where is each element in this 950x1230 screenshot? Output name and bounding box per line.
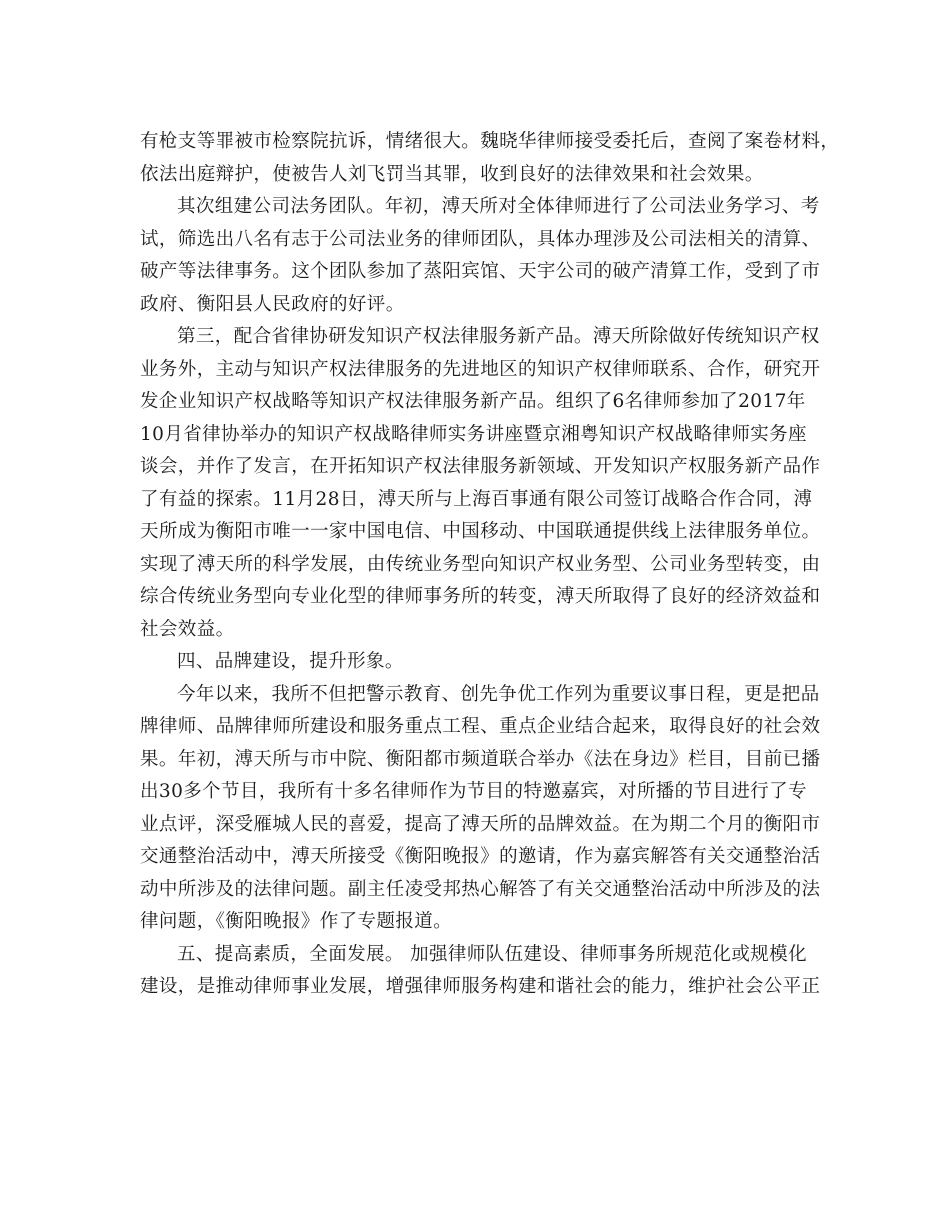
text-line: 有枪支等罪被市检察院抗诉，情绪很大。魏晓华律师接受委托后，查阅了案卷材料， bbox=[140, 131, 840, 152]
text-line: 动中所涉及的法律问题。副主任凌受邦热心解答了有关交通整治活动中所涉及的法 bbox=[140, 878, 821, 900]
text-line: 天所成为衡阳市唯一一家中国电信、中国移动、中国联通提供线上法律服务单位。 bbox=[140, 521, 821, 542]
text-line: 谈会，并作了发言，在开拓知识产权法律服务新领域、开发知识产权服务新产品作 bbox=[140, 456, 821, 477]
text-line: 实现了溥天所的科学发展，由传统业务型向知识产权业务型、公司业务型转变，由 bbox=[140, 553, 821, 575]
text-line: 律问题，《衡阳晚报》作了专题报道。 bbox=[140, 911, 453, 932]
text-line: 其次组建公司法务团队。年初，溥天所对全体律师进行了公司法业务学习、考 bbox=[177, 196, 820, 217]
text-line: 业务外，主动与知识产权法律服务的先进地区的知识产权律师联系、合作，研究开 bbox=[140, 358, 821, 380]
text-line: 今年以来，我所不但把警示教育、创先争优工作列为重要议事日程，更是把品 bbox=[177, 683, 820, 705]
text-line: 四、品牌建设，提升形象。 bbox=[177, 651, 404, 672]
text-line: 第三，配合省律协研发知识产权法律服务新产品。溥天所除做好传统知识产权 bbox=[177, 326, 820, 347]
text-line: 依法出庭辩护，使被告人刘飞罚当其罪，收到良好的法律效果和社会效果。 bbox=[140, 163, 764, 185]
text-line: 破产等法律事务。这个团队参加了蒸阳宾馆、天宇公司的破产清算工作，受到了市 bbox=[140, 261, 821, 282]
text-line: 政府、衡阳县人民政府的好评。 bbox=[140, 293, 405, 315]
text-line: 交通整治活动中，溥天所接受《衡阳晚报》的邀请，作为嘉宾解答有关交通整治活 bbox=[140, 846, 821, 867]
text-line: 建设，是推动律师事业发展，增强律师服务构建和谐社会的能力，维护社会公平正 bbox=[140, 976, 821, 997]
text-line: 社会效益。 bbox=[140, 618, 235, 640]
text-line: 业点评，深受雁城人民的喜爱，提高了溥天所的品牌效益。在为期二个月的衡阳市 bbox=[140, 813, 821, 835]
text-line: 10月省律协举办的知识产权战略律师实务讲座暨京湘粤知识产权战略律师实务座 bbox=[140, 423, 807, 445]
text-line: 果。年初，溥天所与市中院、衡阳都市频道联合举办《法在身边》栏目，目前已播 bbox=[140, 748, 821, 770]
text-line: 发企业知识产权战略等知识产权法律服务新产品。组织了6名律师参加了2017年 bbox=[140, 391, 806, 412]
text-line: 牌律师、品牌律师所建设和服务重点工程、重点企业结合起来，取得良好的社会效 bbox=[140, 716, 821, 737]
text-line: 五、提高素质，全面发展。 加强律师队伍建设、律师事务所规范化或规模化 bbox=[177, 943, 807, 965]
text-line: 综合传统业务型向专业化型的律师事务所的转变，溥天所取得了良好的经济效益和 bbox=[140, 586, 821, 607]
document-body bbox=[140, 126, 840, 1004]
text-line: 了有益的探索。11月28日，溥天所与上海百事通有限公司签订战略合作合同，溥 bbox=[140, 488, 813, 510]
text-line: 试，筛选出八名有志于公司法业务的律师团队，具体办理涉及公司法相关的清算、 bbox=[140, 228, 821, 250]
text-line: 出30多个节目，我所有十多名律师作为节目的特邀嘉宾，对所播的节目进行了专 bbox=[140, 781, 807, 802]
